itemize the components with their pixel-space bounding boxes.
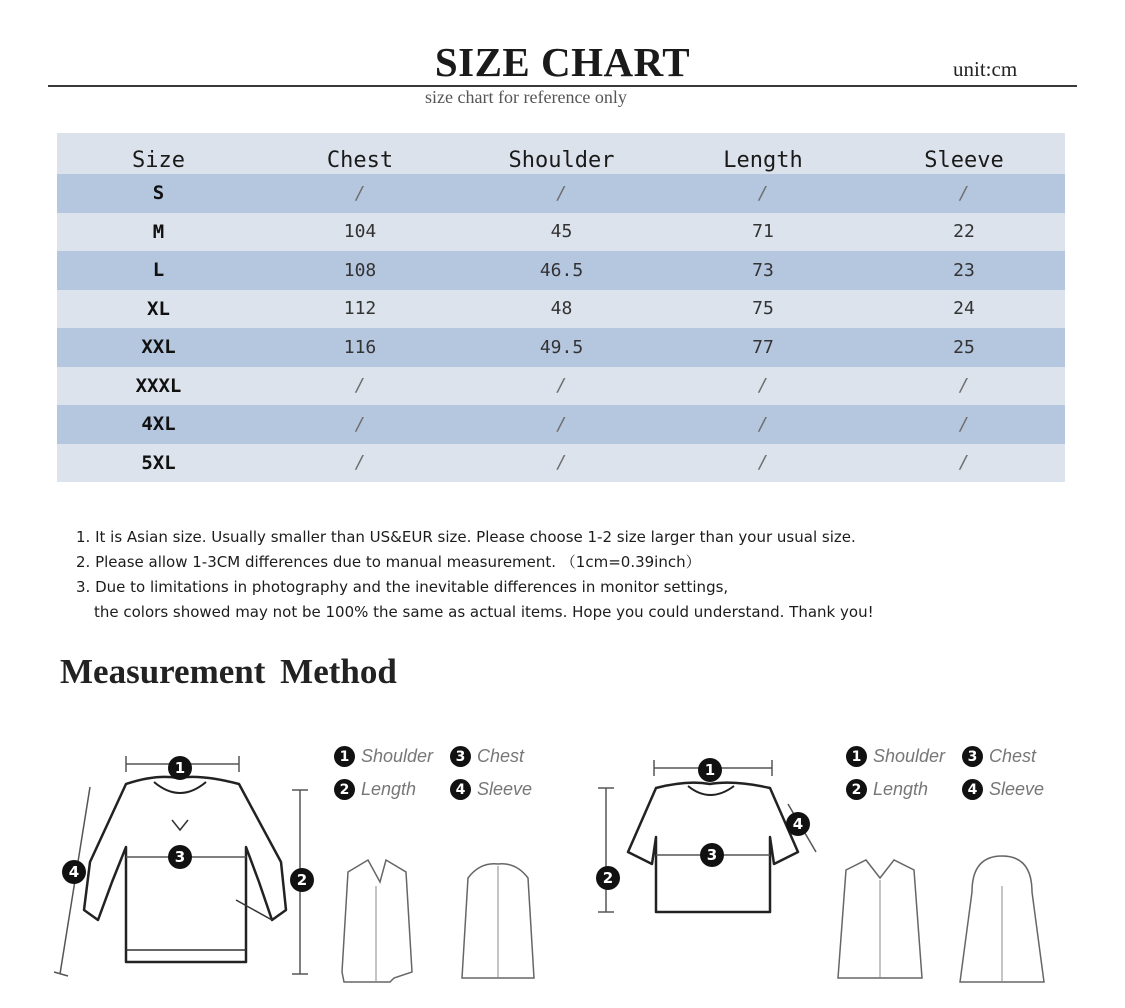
legend-number: 4 — [962, 779, 983, 800]
legend-number: 1 — [846, 746, 867, 767]
marker-shoulder: 1 — [174, 759, 186, 777]
size-cell: XL — [57, 290, 260, 329]
legend-number: 4 — [450, 779, 471, 800]
sleeve-cell: 22 — [863, 213, 1065, 252]
sleeve-cell: / — [863, 174, 1065, 213]
size-cell: XXL — [57, 328, 260, 367]
note-2: 2. Please allow 1-3CM differences due to manual measurement. （1cm=0.39inch） — [76, 553, 701, 571]
table-row — [57, 367, 1065, 406]
note-3: 3. Due to limitations in photography and the inevitable differences in monitor settings, — [76, 578, 729, 596]
chest-cell: 108 — [260, 251, 460, 290]
size-table — [57, 133, 1065, 482]
length-cell: 73 — [663, 251, 863, 290]
marker-chest: 3 — [706, 846, 718, 864]
length-cell: / — [663, 367, 863, 406]
length-cell: / — [663, 405, 863, 444]
table-row — [57, 251, 1065, 290]
sleeve-cell: / — [863, 444, 1065, 483]
marker-chest: 3 — [174, 848, 186, 866]
size-cell: 5XL — [57, 444, 260, 483]
legend-label: Length — [873, 779, 929, 799]
note-1: 1. It is Asian size. Usually smaller than US&EUR size. Please choose 1-2 size larger than your usual size. — [76, 528, 856, 546]
table-row — [57, 405, 1065, 444]
legend-number: 3 — [962, 746, 983, 767]
unit-label: unit:cm — [953, 57, 1018, 81]
shoulder-cell: / — [460, 405, 663, 444]
size-cell: M — [57, 213, 260, 252]
legend — [334, 740, 566, 806]
sleeve-cell: 23 — [863, 251, 1065, 290]
legend-label: Length — [361, 779, 417, 799]
jackets-illustration — [328, 852, 538, 992]
shoulder-cell: / — [460, 367, 663, 406]
table-row — [57, 290, 1065, 329]
sweater-diagram — [46, 712, 566, 1003]
note-3-continued: the colors showed may not be 100% the same as actual items. Hope you could understand. Thank you! — [94, 603, 874, 621]
column-header-length: Length — [663, 133, 863, 174]
legend-label: Sleeve — [477, 779, 533, 799]
chest-cell: 104 — [260, 213, 460, 252]
shirts-illustration — [822, 852, 1052, 992]
length-cell: / — [663, 174, 863, 213]
table-row — [57, 444, 1065, 483]
legend-label: Shoulder — [361, 746, 434, 766]
chest-cell: 112 — [260, 290, 460, 329]
notes — [76, 525, 1076, 625]
chest-cell: / — [260, 444, 460, 483]
table-row — [57, 213, 1065, 252]
sleeve-cell: / — [863, 405, 1065, 444]
chest-cell: / — [260, 367, 460, 406]
legend — [846, 740, 1078, 806]
chest-cell: 116 — [260, 328, 460, 367]
column-header-sleeve: Sleeve — [863, 133, 1065, 174]
shoulder-cell: / — [460, 444, 663, 483]
chest-cell: / — [260, 405, 460, 444]
table-row — [57, 328, 1065, 367]
legend-number: 3 — [450, 746, 471, 767]
sleeve-cell: 25 — [863, 328, 1065, 367]
marker-sleeve: 4 — [792, 815, 804, 833]
size-cell: 4XL — [57, 405, 260, 444]
legend-label: Chest — [989, 746, 1037, 766]
marker-length: 2 — [296, 871, 308, 889]
marker-sleeve: 4 — [68, 863, 80, 881]
table-row — [57, 174, 1065, 213]
shoulder-cell: 49.5 — [460, 328, 663, 367]
shoulder-cell: / — [460, 174, 663, 213]
column-header-size: Size — [57, 133, 260, 174]
sleeve-cell: 24 — [863, 290, 1065, 329]
table-header-row — [57, 133, 1065, 174]
length-cell: 75 — [663, 290, 863, 329]
legend-label: Shoulder — [873, 746, 946, 766]
legend-number: 2 — [334, 779, 355, 800]
page-title: SIZE CHART — [434, 39, 691, 85]
size-cell: S — [57, 174, 260, 213]
shoulder-cell: 48 — [460, 290, 663, 329]
marker-shoulder: 1 — [704, 761, 716, 779]
length-cell: / — [663, 444, 863, 483]
measurement-method-title: Measurement Method — [60, 652, 397, 691]
sleeve-cell: / — [863, 367, 1065, 406]
tshirt-illustration — [592, 712, 832, 1003]
tshirt-diagram — [592, 712, 1112, 1003]
length-cell: 71 — [663, 213, 863, 252]
marker-length: 2 — [602, 869, 614, 887]
legend-number: 2 — [846, 779, 867, 800]
column-header-chest: Chest — [260, 133, 460, 174]
legend-number: 1 — [334, 746, 355, 767]
legend-label: Chest — [477, 746, 525, 766]
size-cell: L — [57, 251, 260, 290]
column-header-shoulder: Shoulder — [460, 133, 663, 174]
size-cell: XXXL — [57, 367, 260, 406]
subtitle: size chart for reference only — [425, 87, 627, 107]
chest-cell: / — [260, 174, 460, 213]
shoulder-cell: 45 — [460, 213, 663, 252]
length-cell: 77 — [663, 328, 863, 367]
sweater-illustration — [46, 712, 316, 1003]
shoulder-cell: 46.5 — [460, 251, 663, 290]
legend-label: Sleeve — [989, 779, 1045, 799]
